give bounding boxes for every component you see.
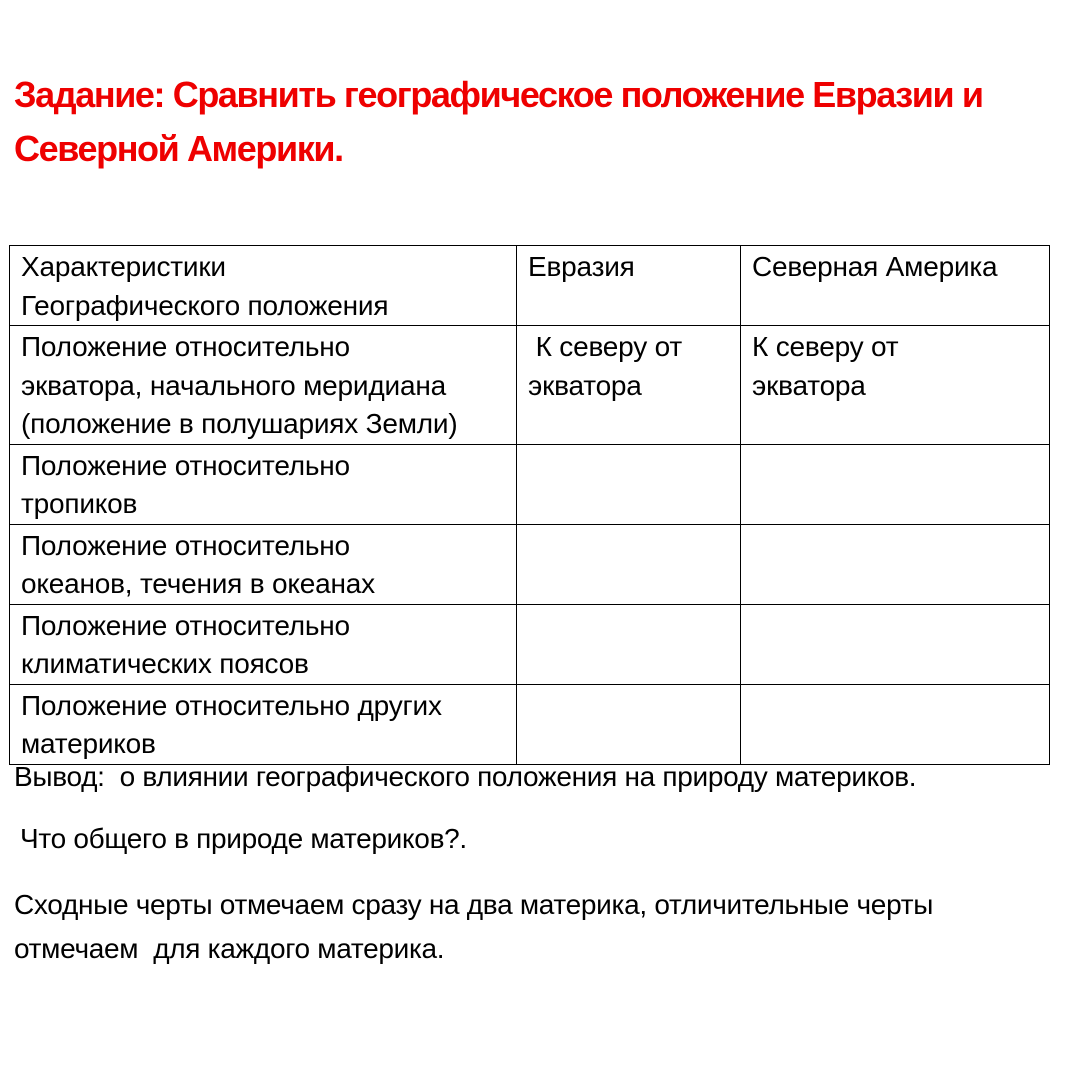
cell-line: экватора [752,369,866,401]
cell-line: материков [21,728,156,759]
table-row [10,604,1050,684]
cell-north-america-empty[interactable] [741,684,1050,764]
cell-line: К северу от [528,331,682,362]
cell-line: (положение в полушариях Земли) [21,408,458,439]
cell-eurasia-empty[interactable] [517,444,741,524]
cell-characteristic [10,524,517,604]
table-header-row [10,246,1050,326]
comparison-table [9,245,1050,765]
cell-eurasia-empty[interactable] [517,524,741,604]
table-row [10,684,1050,764]
cell-characteristic [10,444,517,524]
table-row [10,444,1050,524]
header-north-america-label: Северная Америка [752,251,998,282]
cell-line: Положение относительно [21,449,350,481]
conclusion-text: Вывод: о влиянии географического положения на природу материков. [14,761,917,792]
header-eurasia [517,246,741,326]
cell-line: Положение относительно [21,331,350,362]
cell-characteristic [10,326,517,445]
header-characteristic [10,246,517,326]
instruction-text: Сходные черты отмечаем сразу на два материка, отличительные черты отмечаем для каждого материка. [14,889,941,964]
cell-eurasia[interactable] [517,326,741,445]
cell-line: экватора [528,369,642,401]
task-title: Задание: Сравнить географическое положение Евразии и Северной Америки. [14,74,983,169]
table-row [10,326,1050,445]
header-eurasia-label: Евразия [528,251,635,282]
cell-characteristic [10,684,517,764]
cell-line: климатических поясов [21,648,309,679]
header-north-america [741,246,1050,326]
cell-north-america-empty[interactable] [741,604,1050,684]
cell-line: тропиков [21,488,138,519]
cell-north-america[interactable] [741,326,1050,445]
cell-line: К северу от [752,331,899,362]
question-text: Что общего в природе материков?. [20,823,467,854]
table-row [10,524,1050,604]
cell-line: Положение относительно [21,609,350,641]
cell-characteristic [10,604,517,684]
cell-line: океанов, течения в океанах [21,568,375,599]
cell-line: экватора, начального меридиана [21,369,446,401]
cell-eurasia-empty[interactable] [517,604,741,684]
cell-eurasia-empty[interactable] [517,684,741,764]
header-characteristic-line: Географического положения [21,289,389,321]
cell-north-america-empty[interactable] [741,524,1050,604]
cell-line: Положение относительно других [21,689,442,721]
cell-north-america-empty[interactable] [741,444,1050,524]
header-characteristic-line: Характеристики [21,251,226,282]
cell-line: Положение относительно [21,529,350,561]
